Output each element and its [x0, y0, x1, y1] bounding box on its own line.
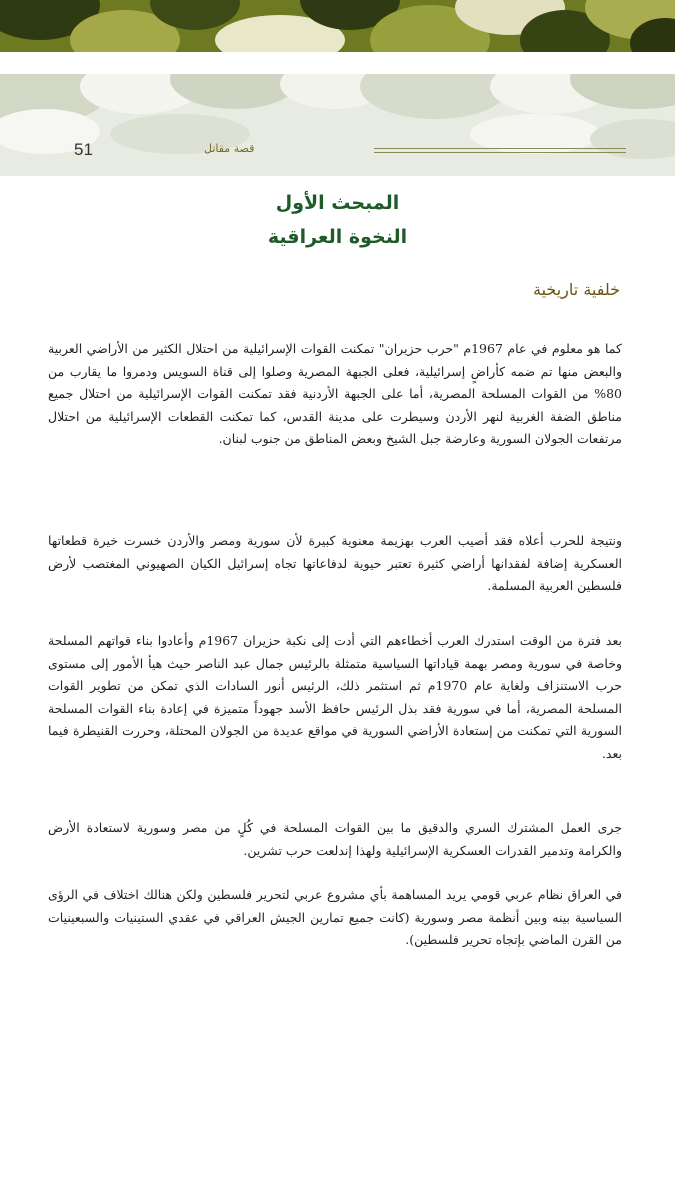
header-rule: [374, 148, 626, 158]
running-title: قصة مقاتل: [204, 142, 255, 155]
paragraph-2: ونتيجة للحرب أعلاه فقد أصيب العرب بهزيمة معنوية كبيرة لأن سورية ومصر والأردن خسرت خيرة قطعاتها العسكرية إضافة لفقدانها أراضي كثيرة تعتبر حيوية لدفاعاتها تجاه إسرائيل الكيان الصهيوني المغتصب لأرض فلسطين العربية المسلمة.: [48, 533, 622, 593]
paragraph-5: في العراق نظام عربي قومي يريد المساهمة بأي مشروع عربي لتحرير فلسطين ولكن هنالك اختلاف في الرؤى السياسية بينه وبين أنظمة مصر وسورية (كانت جميع تمارين الجيش العراقي في عقدي الستينيات والسبعينيات من القرن الماضي بإتجاه تحرير فلسطين).: [48, 887, 622, 947]
paragraph-1: كما هو معلوم في عام 1967م "حرب حزيران" تمكنت القوات الإسرائيلية من احتلال الكثير من الأراضي العربية والبعض منها تم ضمه كأراضٍ إسرائيلية، فعلى الجبهة المصرية وصلوا إلى قناة السويس ودمروا ما يقارب من 80% من القوات المسلحة المصرية، أما على الجبهة الأردنية فقد تمكنت القوات الإسرائيلية من احتلال جميع مناطق الضفة الغربية لنهر الأردن وسيطرت على مدينة القدس، كما تمكنت القطعات الإسرائيلية من احتلال مرتفعات الجولان السورية وعارضة جبل الشيخ وبعض المناطق من جنوب لبنان.: [48, 341, 622, 446]
page-number: 51: [74, 140, 93, 159]
camouflage-page-header: [0, 74, 675, 176]
chapter-subtitle: النخوة العراقية: [267, 226, 408, 248]
gap-strip: [0, 52, 675, 74]
camouflage-top-band: [0, 0, 675, 52]
chapter-title: المبحث الأول: [275, 192, 400, 214]
section-title: خلفية تاريخية: [532, 280, 620, 299]
paragraph-3: بعد فترة من الوقت استدرك العرب أخطاءهم التي أدت إلى نكبة حزيران 1967م وأعادوا بناء قواتهم المسلحة وخاصة في سورية ومصر بهمة قياداتها السياسية متمثلة بالرئيس جمال عبد الناصر حيث هيأ الأمور إلى مستوى حرب الاستنزاف ولغاية عام 1970م ثم استثمر ذلك، الرئيس أنور السادات الذي تمكن من تطوير القوات المسلحة المصرية، أما في سورية فقد بذل الرئيس حافظ الأسد جهوداً متميزة في إعادة بناء القوات المسلحة السورية التي تمكنت من إستعادة الأراضي السورية في مواقع عديدة من الجولان المحتلة، وحررت القنيطرة فيما بعد.: [48, 633, 622, 761]
paragraph-4: جرى العمل المشترك السري والدقيق ما بين القوات المسلحة في كُلٍ من مصر وسورية لاستعادة الأرض والكرامة وتدمير القدرات العسكرية الإسرائيلية ولهذا إندلعت حرب تشرين.: [48, 820, 622, 858]
